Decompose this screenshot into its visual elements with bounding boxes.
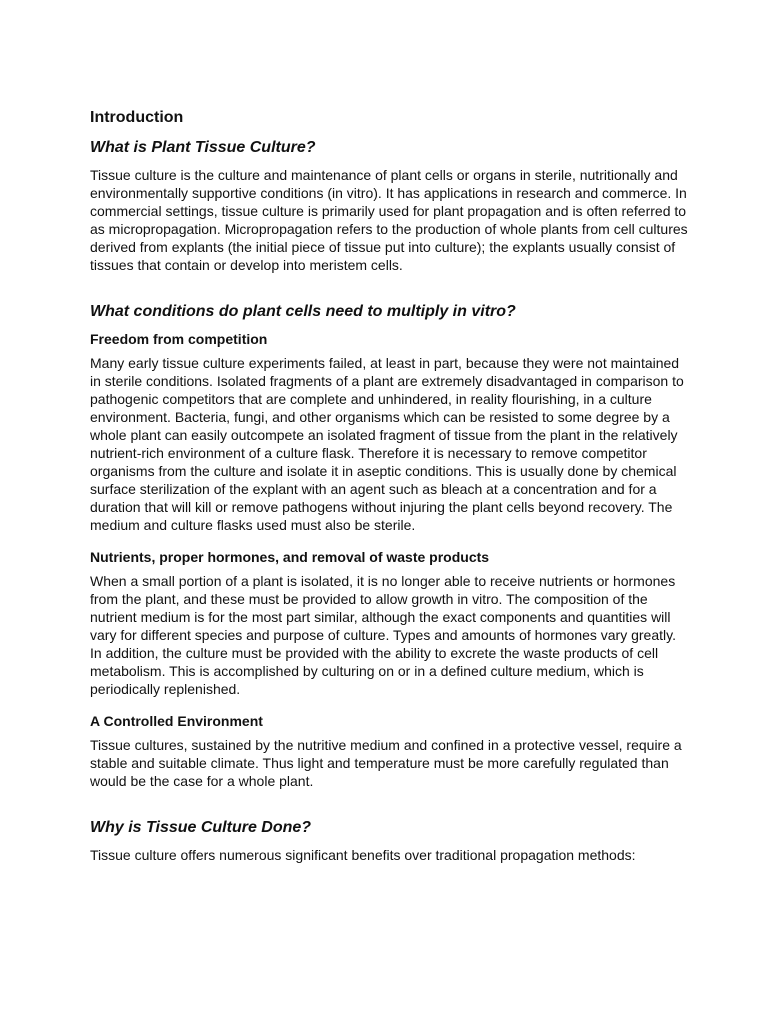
subsection-title-competition: Freedom from competition (90, 331, 268, 347)
spacer (90, 534, 690, 548)
subsection-title-nutrients: Nutrients, proper hormones, and removal of waste products (90, 549, 490, 565)
section-paragraph-why-done: Tissue culture offers numerous significant benefits over traditional propagation methods: (90, 847, 636, 863)
document-page (90, 108, 690, 864)
subsection-paragraph-environment: Tissue cultures, sustained by the nutritive medium and confined in a protective vessel, require a stable and suitable climate. Thus light and temperature must be more carefully regulated than would be the case for a whole plant. (90, 737, 682, 789)
subsection-paragraph-nutrients: When a small portion of a plant is isolated, it is no longer able to receive nutrients or hormones from the plant, and these must be provided to allow growth in vitro. The composition of the nutrient medium is for the most part similar, although the exact components and quantities will vary for different species and purpose of culture. Types and amounts of hormones vary greatly. In addition, the culture must be provided with the ability to excrete the waste products of cell metabolism. This is accomplished by culturing on or in a defined culture medium, which is periodically replenished. (90, 573, 676, 697)
document-heading: Introduction (90, 109, 184, 126)
subsection-title-environment: A Controlled Environment (90, 713, 263, 729)
section-title-conditions: What conditions do plant cells need to multiply in vitro? (90, 303, 516, 320)
spacer (90, 274, 690, 302)
subsection-paragraph-competition: Many early tissue culture experiments failed, at least in part, because they were not maintained in sterile conditions. Isolated fragments of a plant are extremely disadvantaged in comparison to pathogenic competitors that are complete and unhindered, in reality flourishing, in a culture environment. Bacteria, fungi, and other organisms which can be resisted to some degree by a whole plant can easily outcompete an isolated fragment of tissue from the plant in the relatively nutrient-rich environment of a culture flask. Therefore it is necessary to remove competitor organisms from the culture and isolate it in aseptic conditions. This is usually done by chemical surface sterilization of the explant with an agent such as bleach at a concentration and for a duration that will kill or remove pathogens without injuring the plant cells beyond recovery. The medium and culture flasks used must also be sterile. (90, 355, 684, 533)
section-paragraph-what-is-ptc: Tissue culture is the culture and maintenance of plant cells or organs in sterile, nutritionally and environmentally supportive conditions (in vitro). It has applications in research and commerce. In commercial settings, tissue culture is primarily used for plant propagation and is often referred to as micropropagation. Micropropagation refers to the production of whole plants from cell cultures derived from explants (the initial piece of tissue put into culture); the explants usually consist of tissues that contain or develop into meristem cells. (90, 167, 688, 273)
spacer (90, 698, 690, 712)
section-title-why-done: Why is Tissue Culture Done? (90, 819, 312, 836)
section-title-what-is-ptc: What is Plant Tissue Culture? (90, 139, 316, 156)
spacer (90, 790, 690, 818)
